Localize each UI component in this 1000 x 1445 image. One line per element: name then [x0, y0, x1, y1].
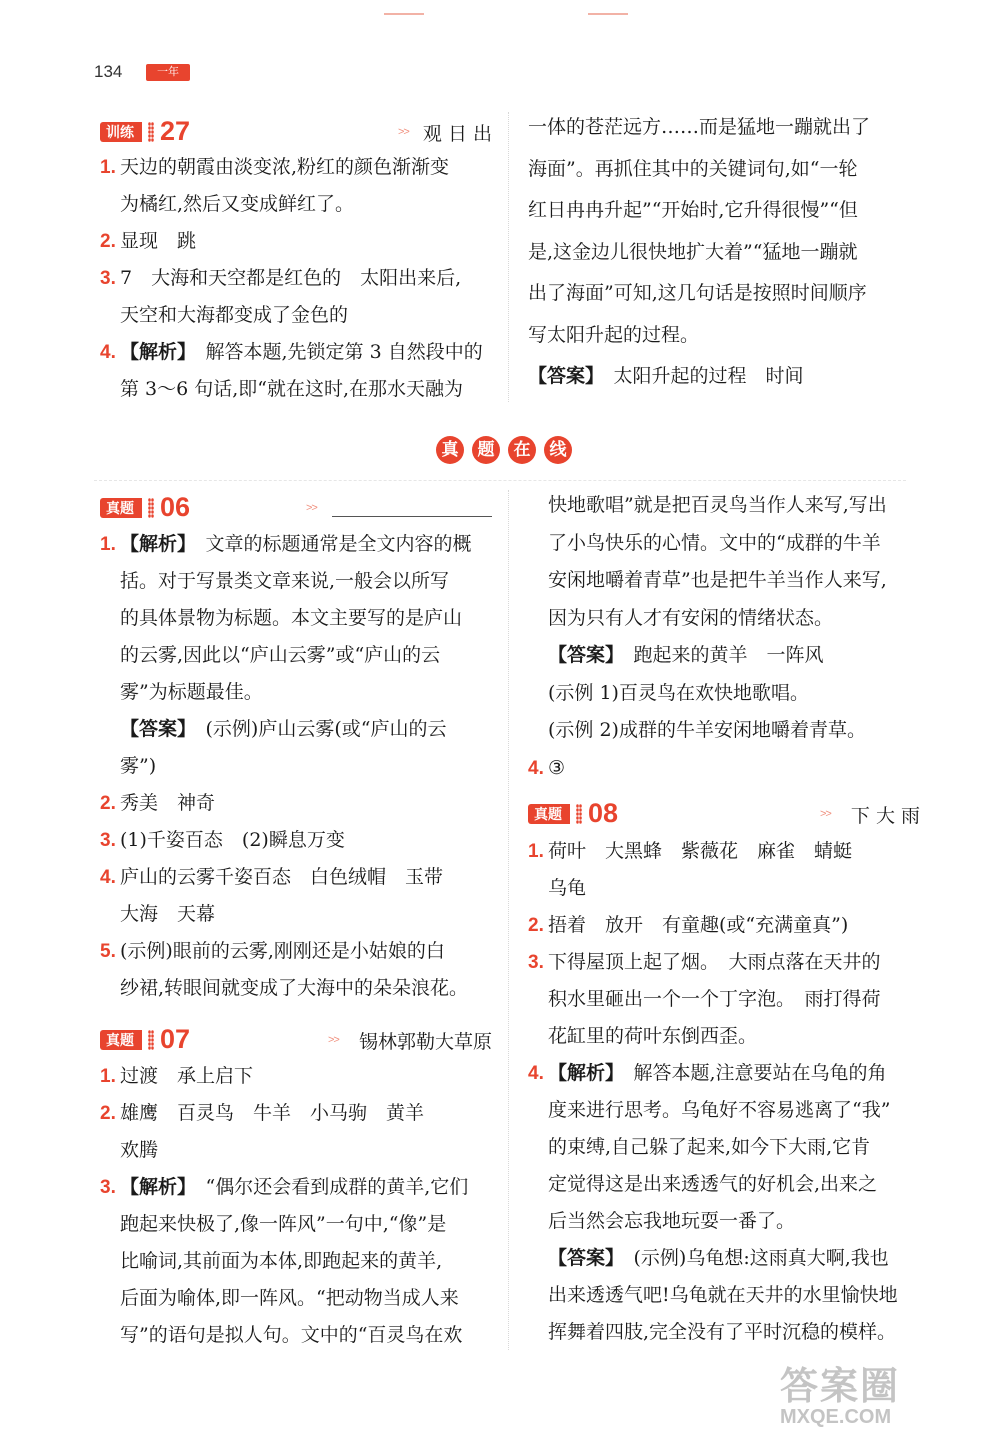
- text-line: [100, 1248, 442, 1274]
- answer-tag: 【答案】: [120, 719, 187, 740]
- answer-tag: 【解析】: [120, 342, 187, 363]
- line-text: 写”的语句是拟人句。文中的“百灵鸟在欢: [120, 1324, 463, 1346]
- line-text: ③: [548, 756, 566, 779]
- line-text: (示例 1)百灵鸟在欢快地歌唱。: [548, 681, 809, 704]
- question-number: 4.: [100, 342, 116, 363]
- text-line: [528, 1282, 898, 1308]
- section-badge: 真题: [100, 1030, 142, 1050]
- text-line: [528, 949, 881, 976]
- line-text: 的束缚,自己躲了起来,如今下大雨,它肯: [548, 1136, 871, 1158]
- line-text: 雄鹰 百灵鸟 牛羊 小马驹 黄羊: [120, 1102, 425, 1124]
- banner-char: 线: [544, 436, 572, 464]
- section-header: [100, 118, 492, 146]
- text-line: [528, 114, 870, 140]
- text-line: [100, 1137, 158, 1163]
- text-line: [100, 376, 463, 402]
- question-number: 1.: [100, 157, 116, 178]
- text-line: [100, 716, 446, 743]
- banner-char: 真: [436, 436, 464, 464]
- text-line: [100, 1100, 424, 1127]
- text-line: [100, 827, 345, 854]
- text-line: [528, 1319, 896, 1345]
- line-text: 大海 天幕: [120, 903, 216, 925]
- banner-char: 题: [472, 436, 500, 464]
- text-line: [100, 191, 354, 217]
- text-line: [528, 912, 848, 939]
- line-text: (示例)庐山云雾(或“庐山的云: [186, 718, 447, 740]
- line-text: 因为只有人才有安闲的情绪状态。: [548, 606, 834, 629]
- text-line: [100, 642, 440, 668]
- section-header: [100, 1026, 492, 1054]
- text-line: [100, 1285, 459, 1311]
- answer-tag: 【解析】: [548, 1063, 615, 1084]
- line-text: 跑起来快极了,像一阵风”一句中,“像”是: [120, 1213, 447, 1235]
- text-line: [100, 154, 449, 181]
- question-number: 1.: [528, 841, 544, 862]
- text-line: [100, 1063, 253, 1090]
- line-text: 出了海面”可知,这几句话是按照时间顺序: [528, 282, 867, 304]
- line-text: 了小鸟快乐的心情。文中的“成群的牛羊: [548, 531, 881, 554]
- line-text: (1)千姿百态 (2)瞬息万变: [120, 829, 345, 851]
- line-text: 快地歌唱”就是把百灵鸟当作人来写,写出: [548, 494, 887, 516]
- line-text: 天边的朝霞由淡变浓,粉红的颜色渐渐变: [120, 156, 450, 178]
- badge-dots: [148, 122, 154, 142]
- line-text: 为橘红,然后又变成鲜红了。: [120, 193, 355, 215]
- text-line: [528, 986, 881, 1012]
- line-text: 天空和大海都变成了金色的: [120, 304, 349, 326]
- text-line: [100, 228, 196, 255]
- arrow-marker: >>: [820, 808, 831, 820]
- text-line: [528, 322, 699, 348]
- answer-tag: 【解析】: [120, 1177, 187, 1198]
- text-line: [528, 642, 824, 669]
- badge-dots: [148, 498, 154, 518]
- section-header: [528, 800, 920, 828]
- text-line: [528, 530, 881, 556]
- text-line: [528, 755, 565, 782]
- line-text: 文章的标题通常是全文内容的概: [186, 533, 472, 555]
- text-line: [100, 864, 443, 891]
- line-text: 显现 跳: [120, 230, 197, 252]
- line-text: 欢腾: [120, 1139, 159, 1161]
- line-text: 是,这金边儿很快地扩大着”“猛地一蹦就: [528, 240, 858, 263]
- watermark-logo-text: 答案圈: [780, 1364, 901, 1408]
- line-text: 下得屋顶上起了烟。 大雨点落在天井的: [548, 951, 881, 973]
- line-text: 庐山的云雾千姿百态 白色绒帽 玉带: [120, 866, 444, 888]
- arrow-marker: >>: [306, 502, 317, 514]
- line-text: (示例 2)成群的牛羊安闲地嚼着青草。: [548, 719, 866, 741]
- question-number: 2.: [528, 915, 544, 936]
- line-text: 乌龟: [548, 877, 587, 899]
- line-text: 定觉得这是出来透透气的好机会,出来之: [548, 1173, 878, 1195]
- section-number: 07: [160, 1024, 191, 1054]
- line-text: (示例)眼前的云雾,刚刚还是小姑娘的白: [120, 940, 445, 962]
- text-line: [528, 156, 857, 182]
- text-line: [528, 605, 833, 631]
- text-line: [528, 567, 887, 593]
- column-divider-top: [508, 112, 509, 402]
- line-text: 纱裙,转眼间就变成了大海中的朵朵浪花。: [120, 977, 469, 999]
- section-banner: [436, 436, 580, 464]
- text-line: [100, 531, 472, 558]
- banner-dash-right: [588, 13, 628, 15]
- section-number: 27: [160, 116, 191, 146]
- question-number: 3.: [100, 830, 116, 851]
- text-line: [528, 1134, 870, 1160]
- column-divider-bottom: [508, 490, 509, 1350]
- section-badge: 真题: [528, 804, 570, 824]
- text-line: [100, 1211, 446, 1237]
- question-number: 4.: [528, 757, 544, 779]
- text-line: [100, 605, 462, 631]
- line-text: 写太阳升起的过程。: [528, 323, 700, 346]
- line-text: 出来透透气吧!乌龟就在天井的水里愉快地: [548, 1284, 898, 1306]
- text-line: [528, 1060, 887, 1087]
- line-text: 雾”为标题最佳。: [120, 681, 263, 703]
- text-line: [528, 492, 887, 518]
- text-line: [528, 280, 867, 306]
- page-number: 134: [94, 62, 123, 81]
- text-line: [100, 568, 449, 594]
- line-text: 解答本题,注意要站在乌龟的角: [614, 1062, 887, 1084]
- badge-dots: [576, 804, 582, 824]
- line-text: 捂着 放开 有童趣(或“充满童真”): [548, 914, 849, 936]
- text-line: [100, 265, 461, 292]
- line-text: 括。对于写景类文章来说,一般会以所写: [120, 570, 450, 592]
- text-line: [528, 197, 858, 223]
- question-number: 3.: [100, 1177, 116, 1198]
- question-number: 1.: [100, 534, 116, 555]
- banner-char: 在: [508, 436, 536, 464]
- section-title: 观 日 出: [422, 123, 492, 145]
- answer-tag: 【答案】: [548, 645, 615, 666]
- text-line: [528, 239, 857, 265]
- question-number: 4.: [100, 867, 116, 888]
- section-badge: 训练: [100, 122, 142, 142]
- line-text: 后当然会忘我地玩耍一番了。: [548, 1210, 796, 1232]
- text-line: [528, 1208, 795, 1234]
- text-line: [528, 1245, 889, 1272]
- line-text: 花缸里的荷叶东倒西歪。: [548, 1025, 758, 1047]
- question-number: 2.: [100, 231, 116, 252]
- line-text: 太阳升起的过程 时间: [594, 365, 804, 387]
- section-header: [100, 494, 492, 522]
- text-line: [528, 875, 586, 901]
- arrow-marker: >>: [398, 126, 409, 138]
- section-title: 锡林郭勒大草原: [358, 1031, 492, 1053]
- line-text: 一体的苍茫远方……而是猛地一蹦就出了: [528, 116, 871, 138]
- text-line: [100, 339, 483, 366]
- question-number: 3.: [100, 268, 116, 289]
- text-line: [528, 680, 809, 706]
- line-text: 海面”。再抓住其中的关键词句,如“一轮: [528, 157, 858, 180]
- line-text: 第 3～6 句话,即“就在这时,在那水天融为: [120, 378, 464, 400]
- line-text: “偶尔还会看到成群的黄羊,它们: [186, 1176, 469, 1198]
- line-text: 过渡 承上启下: [120, 1065, 254, 1087]
- line-text: 荷叶 大黑蜂 紫薇花 麻雀 蜻蜓: [548, 840, 853, 862]
- line-text: (示例)乌龟想:这雨真大啊,我也: [614, 1247, 889, 1269]
- line-text: 比喻词,其前面为本体,即跑起来的黄羊,: [120, 1250, 443, 1272]
- arrow-marker: >>: [328, 1034, 339, 1046]
- line-text: 挥舞着四肢,完全没有了平时沉稳的模样。: [548, 1321, 897, 1343]
- text-line: [528, 717, 866, 743]
- text-line: [528, 1097, 890, 1123]
- line-text: 的具体景物为标题。本文主要写的是庐山: [120, 607, 463, 629]
- section-title: 下 大 雨: [850, 805, 920, 827]
- line-text: 红日冉冉升起”“开始时,它升得很慢”“但: [528, 199, 858, 221]
- line-text: 度来进行思考。乌龟好不容易逃离了“我”: [548, 1099, 891, 1121]
- line-text: 积水里砸出一个一个丁字泡。 雨打得荷: [548, 988, 881, 1010]
- text-line: [528, 1023, 757, 1049]
- title-blank-line: [332, 516, 492, 517]
- answer-tag: 【答案】: [548, 1248, 615, 1269]
- section-badge: 真题: [100, 498, 142, 518]
- grade-tab: 一年: [146, 64, 190, 81]
- line-text: 后面为喻体,即一阵风。“把动物当成人来: [120, 1287, 459, 1309]
- text-line: [528, 1171, 877, 1197]
- line-text: 7 大海和天空都是红色的 太阳出来后,: [120, 267, 462, 289]
- question-number: 2.: [100, 1103, 116, 1124]
- section-number: 08: [588, 798, 619, 828]
- line-text: 解答本题,先锁定第 3 自然段中的: [186, 341, 483, 363]
- section-number: 06: [160, 492, 191, 522]
- text-line: [100, 975, 468, 1001]
- line-text: 的云雾,因此以“庐山云雾”或“庐山的云: [120, 644, 441, 666]
- text-line: [100, 938, 445, 965]
- watermark: [780, 1355, 900, 1429]
- text-line: [528, 838, 852, 865]
- banner-dash-left: [384, 13, 424, 15]
- text-line: [528, 363, 804, 390]
- watermark-url: MXQE.COM: [780, 1406, 892, 1428]
- answer-tag: 【答案】: [528, 366, 595, 387]
- answer-tag: 【解析】: [120, 534, 187, 555]
- line-text: 秀美 神奇: [120, 792, 216, 814]
- line-text: 跑起来的黄羊 一阵风: [614, 644, 824, 666]
- badge-dots: [148, 1030, 154, 1050]
- question-number: 5.: [100, 941, 116, 962]
- text-line: [100, 679, 263, 705]
- question-number: 3.: [528, 952, 544, 973]
- text-line: [100, 790, 215, 817]
- question-number: 2.: [100, 793, 116, 814]
- question-number: 1.: [100, 1066, 116, 1087]
- text-line: [100, 302, 348, 328]
- line-text: 安闲地嚼着青草”也是把牛羊当作人来写,: [548, 569, 887, 591]
- question-number: 4.: [528, 1063, 544, 1084]
- text-line: [100, 901, 215, 927]
- text-line: [100, 753, 156, 779]
- text-line: [100, 1174, 468, 1201]
- text-line: [100, 1322, 462, 1348]
- section-divider: [94, 480, 906, 481]
- line-text: 雾”): [120, 755, 157, 777]
